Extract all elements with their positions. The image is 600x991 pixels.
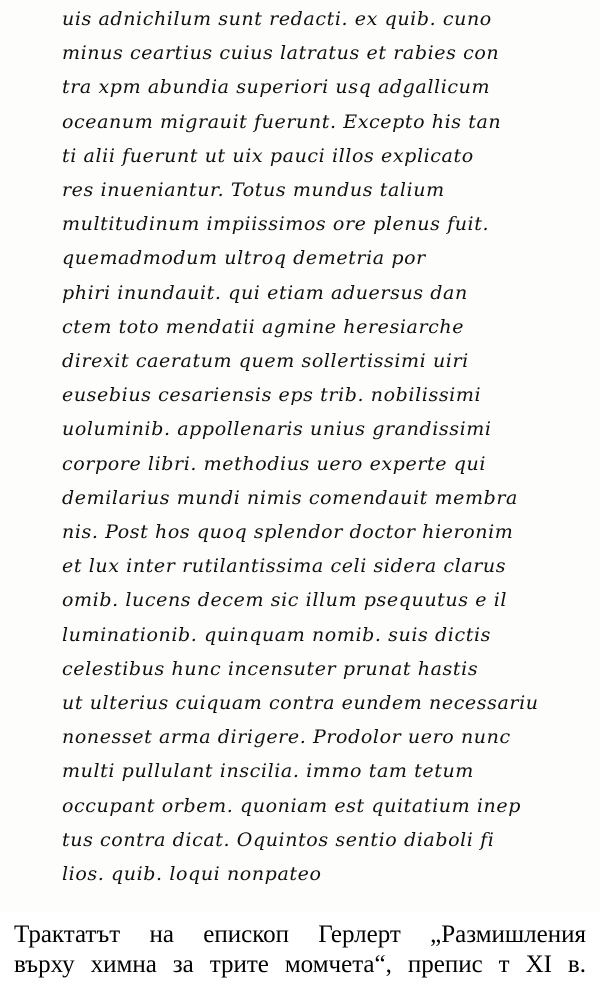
manuscript-line: celestibus hunc incensuter prunat hastis (62, 657, 479, 680)
caption-line-2: върху химна за трите момчета“, препис т XI в. (14, 951, 586, 978)
manuscript-line: demilarius mundi nimis comendauit membra (62, 486, 518, 509)
manuscript-line: nonesset arma dirigere. Prodolor uero nunc (62, 726, 511, 749)
manuscript-line: oceanum migrauit fuerunt. Excepto his tan (62, 110, 502, 133)
manuscript-line: tra xpm abundia superiori usq adgallicum (62, 76, 491, 99)
manuscript-line: ctem toto mendatii agmine heresiarche (62, 315, 465, 338)
manuscript-line: phiri inundauit. qui etiam aduersus dan (62, 281, 468, 304)
manuscript-line: et lux inter rutilantissima celi sidera clarus (62, 555, 507, 578)
manuscript-line: lios. quib. loqui nonpateo (62, 863, 322, 885)
manuscript-line: occupant orbem. quoniam est quitatium inep (62, 794, 521, 817)
manuscript-line: eusebius cesariensis eps trib. nobilissimi (62, 384, 482, 407)
manuscript-line: luminationib. quinquam nomib. suis dictis (62, 623, 491, 646)
manuscript-line: quemadmodum ultroq demetria por (62, 247, 426, 270)
manuscript-line: multitudinum impiissimos ore plenus fuit. (62, 213, 490, 236)
manuscript-line: uoluminib. appollenaris unius grandissimi (62, 418, 492, 441)
manuscript-line: res inueniantur. Totus mundus talium (62, 179, 445, 201)
manuscript-line: multi pullulant inscilia. immo tam tetum (62, 760, 474, 783)
manuscript-line: omib. lucens decem sic illum psequutus e il (62, 589, 508, 612)
manuscript-line: ut ulterius cuiquam contra eundem necessariu (62, 692, 539, 714)
figure-caption (14, 920, 586, 980)
manuscript-line: ti alii fuerunt ut uix pauci illos explicato (62, 144, 474, 167)
manuscript-line: uis adnichilum sunt redacti. ex quib. cuno (62, 8, 492, 30)
manuscript-line: corpore libri. methodius uero experte qui (62, 452, 487, 475)
caption-line-1: Трактатът на епископ Герлерт „Размишления (14, 921, 586, 948)
manuscript-line: nis. Post hos quoq splendor doctor hieronim (62, 521, 514, 543)
manuscript-line: direxit caeratum quem sollertissimi uiri (62, 350, 469, 372)
manuscript-line: tus contra dicat. Oquintos sentio diaboli fi (62, 828, 495, 851)
manuscript-line: minus ceartius cuius latratus et rabies con (62, 42, 500, 65)
